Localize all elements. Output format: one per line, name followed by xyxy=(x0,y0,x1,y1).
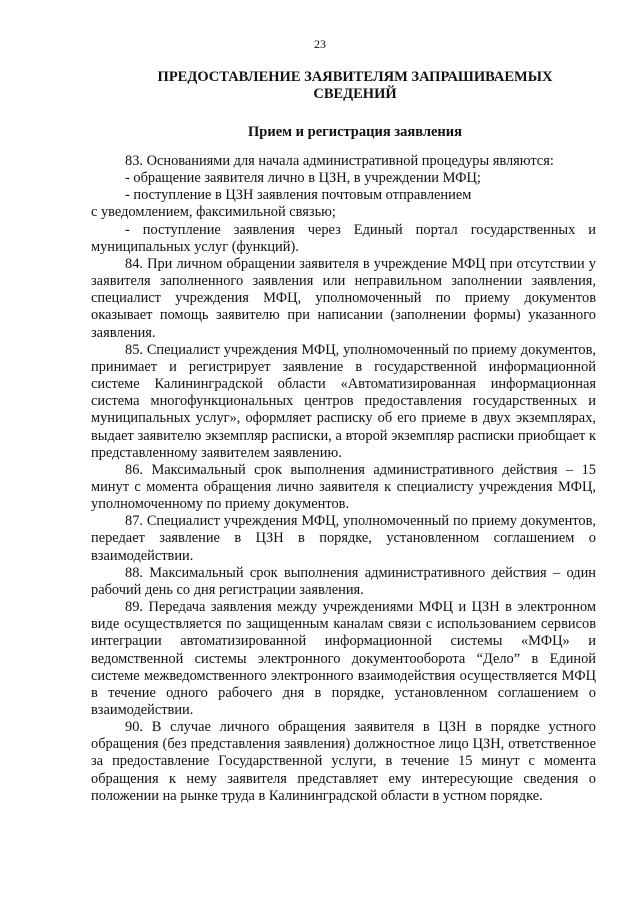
list-item-postal: - поступление в ЦЗН заявления почтовым отправлением xyxy=(125,187,472,204)
paragraph-83: 83. Основаниями для начала административной процедуры являются: xyxy=(125,153,554,169)
section-title-line-1: ПРЕДОСТАВЛЕНИЕ ЗАЯВИТЕЛЯМ ЗАПРАШИВАЕМЫХ xyxy=(157,69,553,85)
section-title xyxy=(120,69,590,103)
subsection-title: Прием и регистрация заявления xyxy=(248,124,462,140)
document-body xyxy=(91,153,596,805)
section-title-line-2: СВЕДЕНИЙ xyxy=(313,86,397,102)
paragraph-89: 89. Передача заявления между учреждениями МФЦ и ЦЗН в электронном виде осуществляется по защищенным каналам связи с использованием сервисов интеграции автоматизированной информационной системы «МФЦ» и ведомственной системы электронного документооборота “Дело” в Единой системе межведомственного электронного взаимодействия осуществляется МФЦ в течение одного рабочего дня в порядке, установленном соглашением о взаимодействии. xyxy=(91,599,596,718)
paragraph-85: 85. Специалист учреждения МФЦ, уполномоченный по приему документов, принимает и регистрирует заявление в государственной информационной системе Калининградской области «Автоматизированная информационная система многофункциональных центров предоставления государственных и муниципальных услуг», оформляет расписку об его приеме в двух экземплярах, выдает заявителю экземпляр расписки, а второй экземпляр расписки приобщает к представленному заявителем заявлению. xyxy=(91,341,596,461)
list-item-postal-continued: с уведомлением, факсимильной связью; xyxy=(91,204,336,221)
page-number: 23 xyxy=(314,37,326,51)
paragraph-87: 87. Специалист учреждения МФЦ, уполномоченный по приему документов, передает заявление в ЦЗН в порядке, установленном соглашением о взаимодействии. xyxy=(91,513,596,564)
paragraph-90: 90. В случае личного обращения заявителя в ЦЗН в порядке устного обращения (без представления заявления) должностное лицо ЦЗН, ответственное за предоставление Государственной услуги, в течение 15 минут с момента обращения к нему заявителя представляет ему интересующие сведения о положении на рынке труда в Калининградской области в устном порядке. xyxy=(91,719,596,804)
list-item-portal: - поступление заявления через Единый портал государственных и муниципальных услуг (функций). xyxy=(91,221,596,255)
list-item-personal-appeal: - обращение заявителя лично в ЦЗН, в учреждении МФЦ; xyxy=(125,170,481,187)
paragraph-86: 86. Максимальный срок выполнения административного действия – 15 минут с момента обращения лично заявителя к специалисту учреждения МФЦ, уполномоченному по приему документов. xyxy=(91,461,596,513)
paragraph-88: 88. Максимальный срок выполнения административного действия – один рабочий день со дня регистрации заявления. xyxy=(91,564,596,598)
paragraph-84: 84. При личном обращении заявителя в учреждение МФЦ при отсутствии у заявителя заполненного заявления или неправильном заполнении заявления, специалист учреждения МФЦ, уполномоченный по приему документов оказывает помощь заявителю при написании (заполнении формы) указанного заявления. xyxy=(91,255,596,341)
